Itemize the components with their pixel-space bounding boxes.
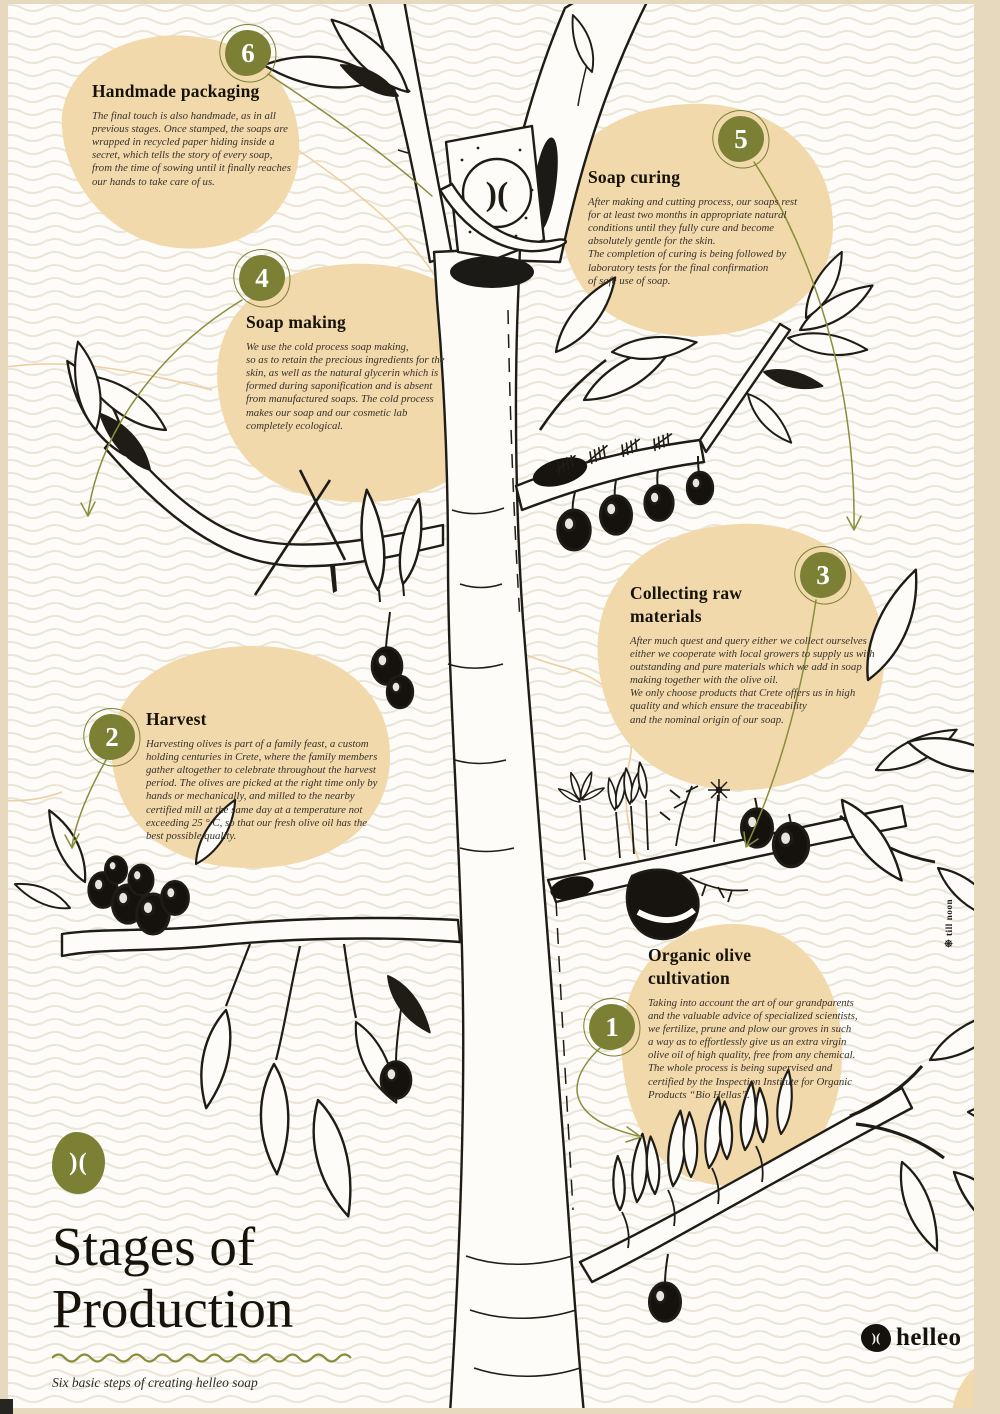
badge-number: 3 — [816, 559, 830, 590]
badge-number: 6 — [241, 37, 255, 68]
step-title: Collecting raw materials — [630, 583, 743, 626]
step-body: Taking into account the art of our grandparents and the valuable advice of specialized scientists, we fertilize, prune and plow our groves in such a way as to effortlessly give us an extra virgin olive oil of high quality, free from any chemical. The whole process is being supervised and certified by the Inspection Institute for Organic Products “Bio Hellas”. — [648, 996, 858, 1101]
badge-number: 5 — [734, 123, 748, 154]
poster — [8, 4, 974, 1408]
poster-edge-bottom — [0, 1408, 1000, 1414]
brand-mark-glyph: )( — [69, 1149, 88, 1176]
step-title: Handmade packaging — [92, 81, 260, 101]
step-body: Harvesting olives is part of a family feast, a custom holding centuries in Crete, where the family members gather altogether to celebrate throughout the harvest period. The olives are picked at the right time only by hands or mechanically, and milled to the nearby certified mill at the same day at a temperature not exceeding 25 ° C, so that our fresh olive oil has the best possible quality. — [146, 737, 378, 842]
blob-step-3 — [598, 524, 884, 790]
step-body: After making and cutting process, our soaps rest for at least two months in appropriate natural conditions until they fully cure and become absolutely gentle for the skin. The completion of curing is being followed by laboratory tests for the final confirmation of safe use of soap. — [588, 195, 798, 287]
brand-mark-glyph: )( — [871, 1330, 881, 1345]
step-body: After much quest and query either we collect ourselves either we cooperate with local growers to supply us with outstanding and pure materials which we add in soap making together with the olive oil. We only choose products that Crete offers us in high quality and which ensure the traceability and the nominal origin of our soap. — [630, 634, 875, 726]
poster-edge-top — [0, 0, 1000, 4]
daisy-flower — [708, 779, 730, 801]
credit-text: till noon — [944, 898, 954, 936]
step-body: We use the cold process soap making, so as to retain the precious ingredients for the skin, as well as the natural glycerin which is formed during saponification and is absent from manufactured soaps. The cold process makes our soap and our cosmetic lab completely ecological. — [246, 340, 445, 432]
step-title: Harvest — [146, 709, 207, 729]
page-subtitle: Six basic steps of creating helleo soap — [52, 1375, 258, 1391]
badge-number: 2 — [105, 721, 119, 752]
step-body: The final touch is also handmade, as in all previous stages. Once stamped, the soaps are wrapped in recycled paper hiding inside a secret, which tells the story of every soap, from the time of sowing until it finally reaches our hands to take care of us. — [92, 109, 291, 188]
step-title: Soap making — [246, 312, 346, 332]
step-title: Soap curing — [588, 167, 681, 187]
brand-name: helleo — [896, 1324, 962, 1351]
page-title: Stages of Production — [52, 1216, 294, 1340]
badge-number: 4 — [255, 262, 269, 293]
poster-edge-left — [0, 0, 8, 1414]
hanging-chunk — [627, 870, 699, 939]
photo-corner-shadow — [0, 1399, 13, 1414]
blob-step-2 — [112, 646, 390, 868]
soap-stamp-brand-mark: )( — [485, 176, 509, 213]
poster-background-and-tree-illustration — [8, 4, 974, 1408]
step-title: Organic olive cultivation — [648, 945, 752, 988]
olive-icon — [558, 510, 591, 550]
badge-number: 1 — [605, 1011, 619, 1042]
poster-edge-right — [974, 0, 1000, 1414]
